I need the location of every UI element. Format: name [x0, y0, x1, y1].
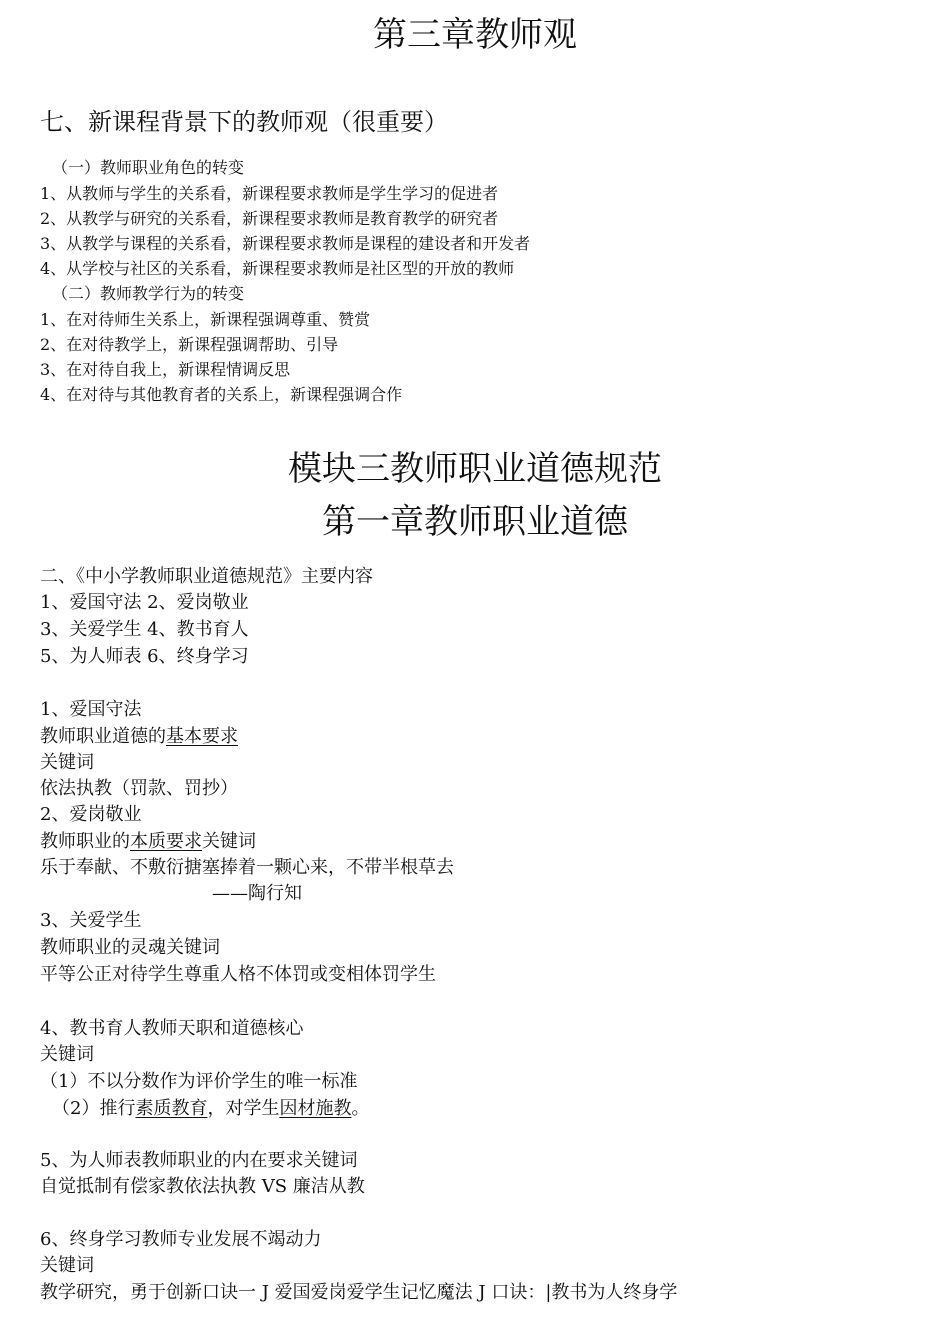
list-item: 1、从教师与学生的关系看，新课程要求教师是学生学习的促进者 — [40, 184, 499, 203]
list-item: （1）不以分数作为评价学生的唯一标准 — [40, 1071, 358, 1092]
keyword-label: 关键词 — [40, 1044, 94, 1065]
list-item: 2、从教学与研究的关系看，新课程要求教师是教育教学的研究者 — [40, 209, 499, 228]
point-title: 1、爱国守法 — [40, 699, 142, 720]
list-item: 4、在对待与其他教育者的关系上，新课程强调合作 — [40, 385, 403, 404]
keyword-label: 关键词 — [202, 831, 256, 852]
underlined-term: 因材施教 — [279, 1098, 352, 1119]
item-text: （2）推行 — [52, 1098, 136, 1119]
list-item: 4、从学校与社区的关系看，新课程要求教师是社区型的开放的教师 — [40, 259, 515, 278]
section-heading: 二、《中小学教师职业道德规范》主要内容 — [40, 566, 373, 587]
point-title: 3、关爱学生 — [40, 910, 142, 931]
underlined-term: 基本要求 — [166, 726, 238, 747]
requirement-text: 教师职业的 — [40, 831, 130, 852]
point-title: 6、终身学习教师专业发展不竭动力 — [40, 1229, 322, 1250]
keyword-label: 关键词 — [40, 752, 94, 773]
point-description: 教师职业的灵魂关键词 — [40, 937, 220, 958]
quote-attribution: ——陶行知 — [212, 883, 302, 904]
list-item — [52, 1100, 369, 1118]
point-requirement — [40, 833, 256, 851]
chapter-title: 第一章教师职业道德 — [322, 502, 628, 542]
underlined-term: 本质要求 — [130, 831, 202, 852]
list-item: 1、在对待师生关系上，新课程强调尊重、赞赏 — [40, 310, 371, 329]
list-item: 3、从教学与课程的关系看，新课程要求教师是课程的建设者和开发者 — [40, 234, 531, 253]
list-item: 2、在对待教学上，新课程强调帮助、引导 — [40, 335, 339, 354]
module-title: 模块三教师职业道德规范 — [288, 449, 662, 489]
keyword-content: 自觉抵制有偿家教依法执教 VS 廉洁从教 — [40, 1176, 365, 1197]
requirement-text: 教师职业道德的 — [40, 726, 166, 747]
point-title: 4、教书育人教师天职和道德核心 — [40, 1018, 304, 1039]
keyword-label: 关键词 — [40, 1255, 94, 1276]
list-item: 1、爱国守法 2、爱岗敬业 — [40, 592, 249, 613]
list-item: 3、在对待自我上，新课程情调反思 — [40, 360, 291, 379]
point-title: 2、爱岗敬业 — [40, 804, 142, 825]
point-requirement — [40, 728, 238, 746]
keyword-content: 依法执教（罚款、罚抄） — [40, 778, 238, 799]
list-item: 3、关爱学生 4、教书育人 — [40, 619, 249, 640]
subsection-heading: （一）教师职业角色的转变 — [52, 158, 245, 177]
subsection-heading: （二）教师教学行为的转变 — [52, 284, 245, 303]
keyword-content: 教学研究，勇于创新口诀一 J 爱国爱岗爱学生记忆魔法 J 口诀：|教书为人终身学 — [40, 1282, 678, 1303]
quote-text: 乐于奉献、不敷衍搪塞捧着一颗心来，不带半根草去 — [40, 857, 454, 878]
keyword-content: 平等公正对待学生尊重人格不体罚或变相体罚学生 — [40, 964, 436, 985]
item-text: ，对学生 — [207, 1098, 280, 1119]
chapter-title: 第三章教师观 — [373, 15, 577, 55]
point-title: 5、为人师表教师职业的内在要求关键词 — [40, 1150, 358, 1171]
item-text: 。 — [351, 1098, 370, 1119]
section-heading: 七、新课程背景下的教师观（很重要） — [40, 108, 448, 136]
list-item: 5、为人师表 6、终身学习 — [40, 646, 249, 667]
underlined-term: 素质教育 — [135, 1098, 208, 1119]
